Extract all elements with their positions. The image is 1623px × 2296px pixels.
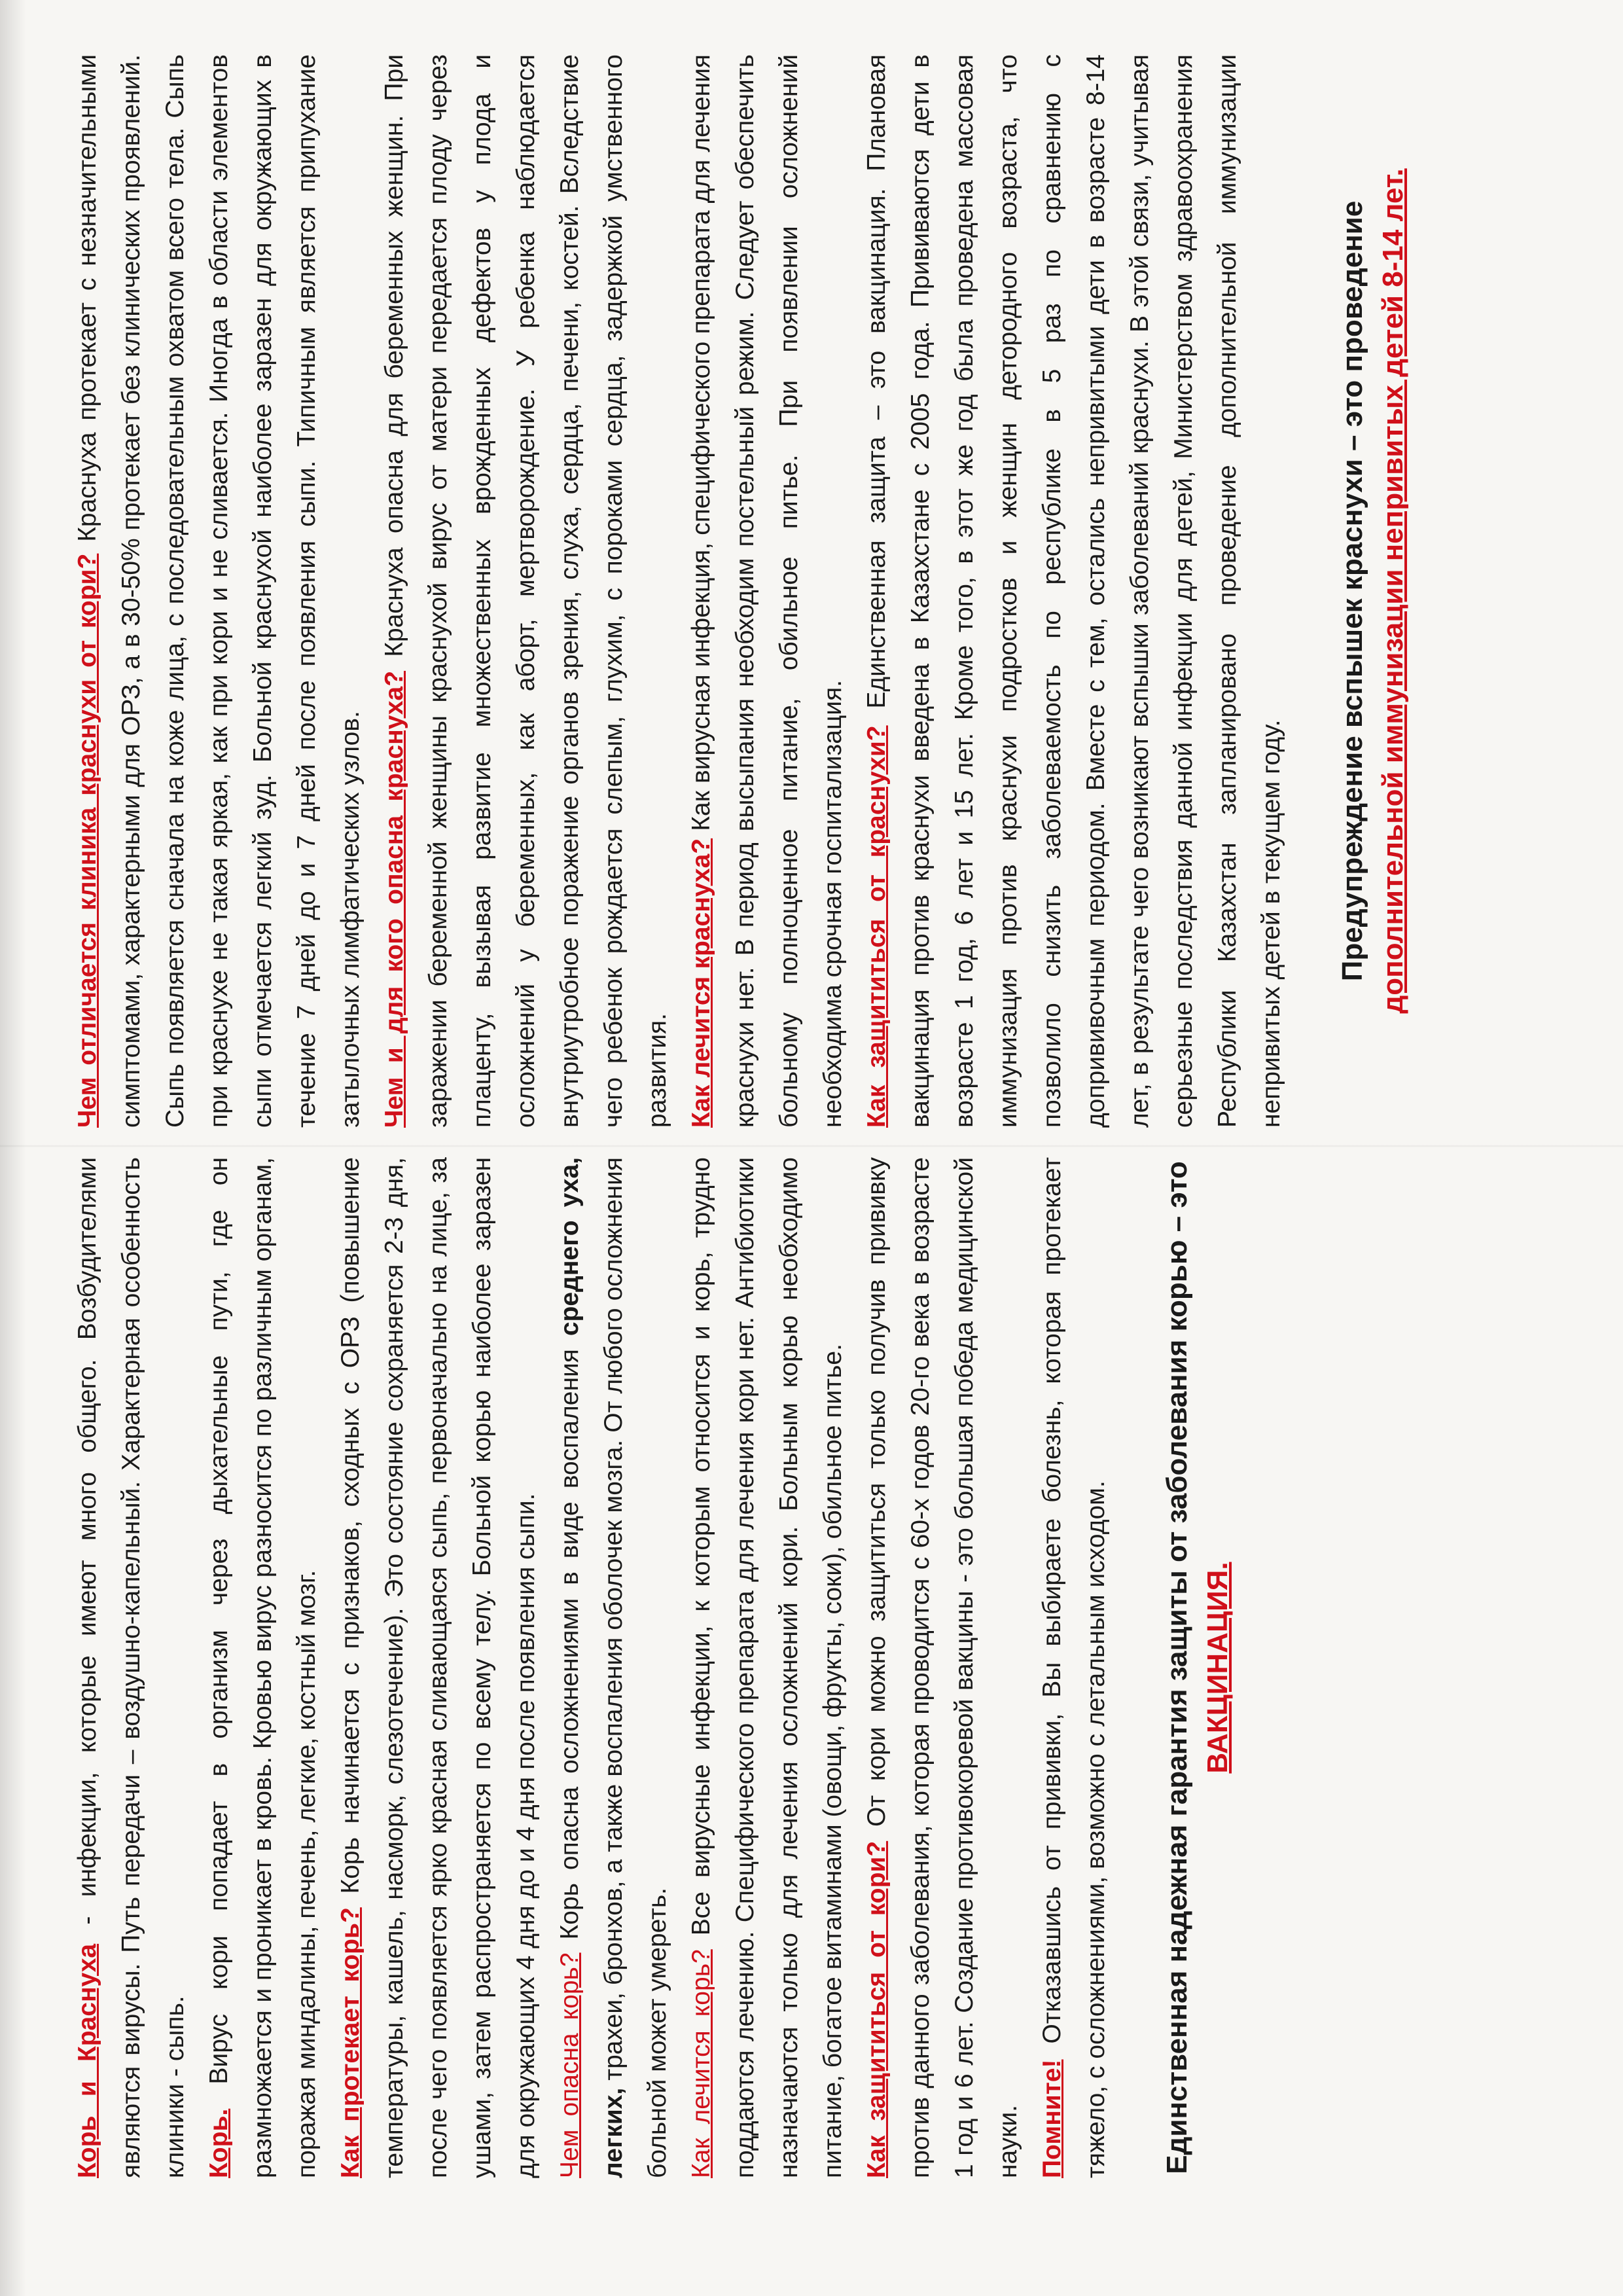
measles-course-heading: Как протекает корь? — [336, 1907, 365, 2178]
remember-paragraph — [1030, 1157, 1118, 2178]
rubella-treatment-heading: Как лечится краснуха? — [687, 838, 715, 1128]
measles-treatment-text: Все вирусные инфекции, к которым относится и корь, трудно поддаются лечению. Специфического препарата для лечения кори нет. Антибиотики назначаются только для лечения осложнений кори. Больным корью необходимо питание, богатое витаминами (овощи, фрукты, соки), обильное питье. — [687, 1157, 847, 2178]
measles-course-paragraph — [329, 1157, 548, 2178]
measles-danger-text-a: Корь опасна осложнениями в виде воспаления — [556, 1336, 584, 1953]
measles-danger-text-b: трахеи, бронхов, а также воспаления оболочек мозга. От любого осложнения больной может умереть. — [599, 1157, 671, 2178]
rubella-difference-heading: Чем отличается клиника краснухи от кори? — [73, 553, 101, 1128]
measles-course-text: Корь начинается с признаков, сходных с ОРЗ (повышение температуры, кашель, насморк, слезотечение). Это состояние сохраняется 2-3 дня, после чего появляется ярко красная сливающаяся сыпь, первоначально на лице, за ушами, затем распространяется по всему телу. Больной корью наиболее заразен для окружающих 4 дня до и 4 дня после появления сыпи. — [336, 1157, 540, 2178]
rubella-treatment-paragraph — [679, 54, 855, 1128]
rubella-difference-text: Краснуха протекает с незначительными симптомами, характерными для ОРЗ, а в 30-50% протекает без клинических проявлений. Сыпь появляется сначала на коже лица, с последовательным охватом всего тела. Сыпь при краснухе не такая яркая, как при кори и не сливается. Иногда в области элементов сыпи отмечается легкий зуд. Больной краснухой наиболее заразен для окружающих в течение 7 дней до и 7 дней после появления сыпи. Типичным является припухание затылочных лимфатических узлов. — [73, 54, 365, 1128]
rubella-difference-paragraph — [65, 54, 372, 1128]
rubella-danger-text: Краснуха опасна для беременных женщин. При заражении беременной женщины краснухой вирус от матери передается плоду через плаценту, вызывая развитие множественных врожденных дефектов у плода и осложнений у беременных, как аборт, мертворождение. У ребенка наблюдается внутриутробное поражение органов зрения, слуха, сердца, печени, костей. Вследствие чего ребенок рождается слепым, глухим, с пороками сердца, задержкой умственного развития. — [380, 54, 671, 1128]
intro-text: - инфекции, которые имеют много общего. Возбудителями являются вирусы. Путь передачи – воздушно-капельный. Характерная особенность клиники - сыпь. — [73, 1157, 189, 2178]
rubella-danger-heading: Чем и для кого опасна краснуха? — [380, 670, 408, 1128]
measles-slogan-vaccination: ВАКЦИНАЦИЯ. — [1202, 1562, 1234, 1774]
measles-danger-paragraph — [548, 1157, 679, 2178]
rubella-column — [65, 54, 1558, 1128]
rubella-danger-paragraph — [372, 54, 679, 1128]
fold-crease — [0, 1145, 1623, 1147]
measles-treatment-paragraph — [679, 1157, 855, 2178]
scan-edge-shadow — [0, 0, 26, 2296]
rubella-slogan-immunization: дополнительной иммунизации непривитых детей 8-14 лет. — [1377, 168, 1409, 1014]
measles-column — [65, 1157, 1558, 2178]
measles-text: Вирус кори попадает в организм через дыхательные пути, где он размножается и проникает в кровь. Кровью вирус разносится по различным органам, поражая миндалины, печень, легкие, костный мозг. — [205, 1157, 321, 2178]
measles-slogan — [1157, 1157, 1238, 2178]
measles-treatment-heading: Как лечится корь? — [687, 1949, 715, 2178]
rubella-slogan — [1332, 54, 1414, 1128]
measles-slogan-line: Единственная надежная гарантия защиты от заболевания корью – это — [1161, 1161, 1193, 2174]
remember-text: Отказавшись от прививки, Вы выбираете болезнь, которая протекает тяжело, с осложнениями, возможно с летальным исходом. — [1038, 1157, 1110, 2178]
remember-heading: Помните! — [1038, 2059, 1066, 2178]
rubella-protection-paragraph — [855, 54, 1293, 1128]
intro-term: Корь и Краснуха — [73, 1943, 101, 2178]
intro-paragraph — [65, 1157, 197, 2178]
measles-protection-paragraph — [855, 1157, 1030, 2178]
measles-protection-text: От кори можно защититься только получив прививку против данного заболевания, которая проводится с 60-х годов 20-го века в возрасте 1 год и 6 лет. Создание противокоревой вакцины - это большая победа медицинской науки. — [863, 1157, 1022, 2178]
rubella-slogan-line: Предупреждение вспышек краснухи – это проведение — [1336, 200, 1368, 982]
measles-protection-heading: Как защититься от кори? — [863, 1840, 891, 2178]
measles-danger-bold: среднего уха, легких, — [556, 1157, 628, 2178]
rubella-protection-text: Единственная защита – это вакцинация. Плановая вакцинация против краснухи введена в Казахстане с 2005 года. Прививаются дети в возрасте 1 год, 6 лет и 15 лет. Кроме того, в этот же год была проведена массовая иммунизация против краснухи подростков и женщин детородного возраста, что позволило снизить заболеваемость по республике в 5 раз по сравнению с допрививочным периодом. Вместе с тем, остались непривитыми дети в возрасте 8-14 лет, в результате чего возникают вспышки заболеваний краснухи. В этой связи, учитывая серьезные последствия данной инфекции для детей, Министерством здравоохранения Республики Казахстан запланировано проведение дополнительной иммунизации непривитых детей в текущем году. — [863, 54, 1285, 1128]
rubella-protection-heading: Как защититься от краснухи? — [863, 725, 891, 1128]
measles-term: Корь. — [205, 2108, 233, 2178]
measles-paragraph — [197, 1157, 329, 2178]
measles-danger-heading: Чем опасна корь? — [556, 1952, 584, 2178]
rubella-treatment-text: Как вирусная инфекция, специфического препарата для лечения краснухи нет. В период высыпания необходим постельный режим. Следует обеспечить больному полноценное питание, обильное питье. При появлении осложнений необходима срочная госпитализация. — [687, 54, 847, 1128]
